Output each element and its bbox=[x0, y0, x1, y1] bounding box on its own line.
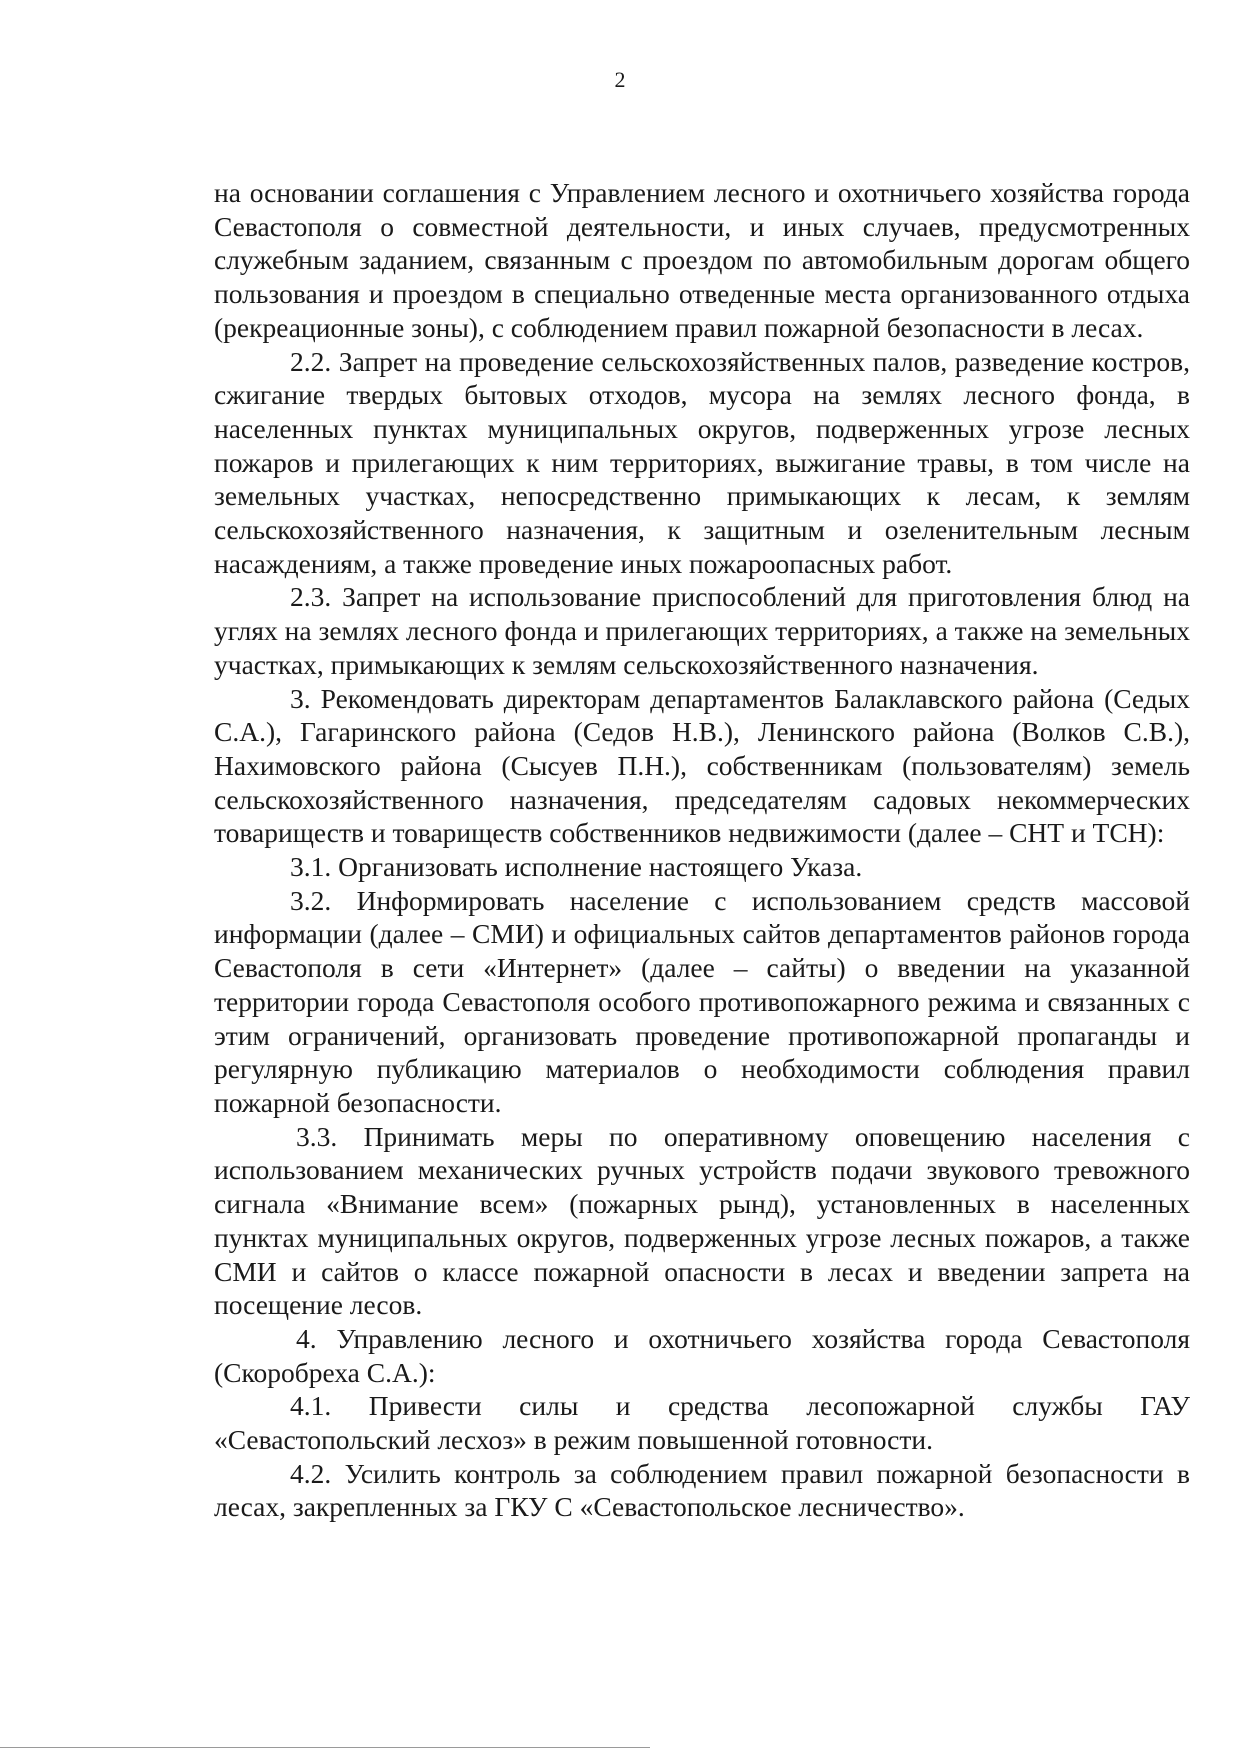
paragraph-3-1: 3.1. Организовать исполнение настоящего Указа. bbox=[290, 851, 863, 883]
paragraph-2-3: 2.3. Запрет на использование приспособлений для приготовления блюд на углях на землях лесного фонда и прилегающих территориях, а также на земельных участках, примыкающих к землям сельскохозяйственного назначения. bbox=[214, 581, 1190, 680]
paragraph-4: 4. Управлению лесного и охотничьего хозяйства города Севастополя (Скоробреха С.А.): bbox=[214, 1322, 1190, 1388]
paragraph-3-2: 3.2. Информировать население с использованием средств массовой информации (далее – СМИ) и официальных сайтов департаментов районов города Севастополя в сети «Интернет» (далее – сайты) о введении на указанной территории города Севастополя особого противопожарного режима и связанных с этим ограничений, организовать проведение противопожарной пропаганды и регулярную публикацию материалов о необходимости соблюдения правил пожарной безопасности. bbox=[214, 884, 1190, 1118]
paragraph-3: 3. Рекомендовать директорам департаментов Балаклавского района (Седых С.А.), Гагаринского района (Седов Н.В.), Ленинского района (Волков С.В.), Нахимовского района (Сысуев П.Н.), собственникам (пользователям) земель сельскохозяйственного назначения, председателям садовых некоммерческих товариществ и товариществ собственников недвижимости (далее – СНТ и ТСН): bbox=[214, 682, 1190, 849]
paragraph-2-2: 2.2. Запрет на проведение сельскохозяйственных палов, разведение костров, сжигание твердых бытовых отходов, мусора на землях лесного фонда, в населенных пунктах муниципальных округов, подверженных угрозе лесных пожаров и прилегающих к ним территориях, выжигание травы, в том числе на земельных участках, непосредственно примыкающих к лесам, к землям сельскохозяйственного назначения, к защитным и озеленительным лесным насаждениям, а также проведение иных пожароопасных работ. bbox=[214, 345, 1190, 579]
footer-rule bbox=[0, 1747, 650, 1748]
document-body bbox=[214, 176, 1190, 1524]
paragraph-4-1: 4.1. Привести силы и средства лесопожарной службы ГАУ «Севастопольский лесхоз» в режим повышенной готовности. bbox=[214, 1390, 1190, 1456]
paragraph-4-2: 4.2. Усилить контроль за соблюдением правил пожарной безопасности в лесах, закрепленных за ГКУ С «Севастопольское лесничество». bbox=[214, 1457, 1190, 1523]
paragraph-3-3: 3.3. Принимать меры по оперативному оповещению населения с использованием механических ручных устройств подачи звукового тревожного сигнала «Внимание всем» (пожарных рынд), установленных в населенных пунктах муниципальных округов, подверженных угрозе лесных пожаров, а также СМИ и сайтов о классе пожарной опасности в лесах и введении запрета на посещение лесов. bbox=[214, 1120, 1190, 1321]
paragraph-continuation: на основании соглашения с Управлением лесного и охотничьего хозяйства города Севастополя о совместной деятельности, и иных случаев, предусмотренных служебным заданием, связанным с проездом по автомобильным дорогам общего пользования и проездом в специально отведенные места организованного отдыха (рекреационные зоны), с соблюдением правил пожарной безопасности в лесах. bbox=[214, 177, 1190, 343]
page-number: 2 bbox=[614, 67, 626, 92]
